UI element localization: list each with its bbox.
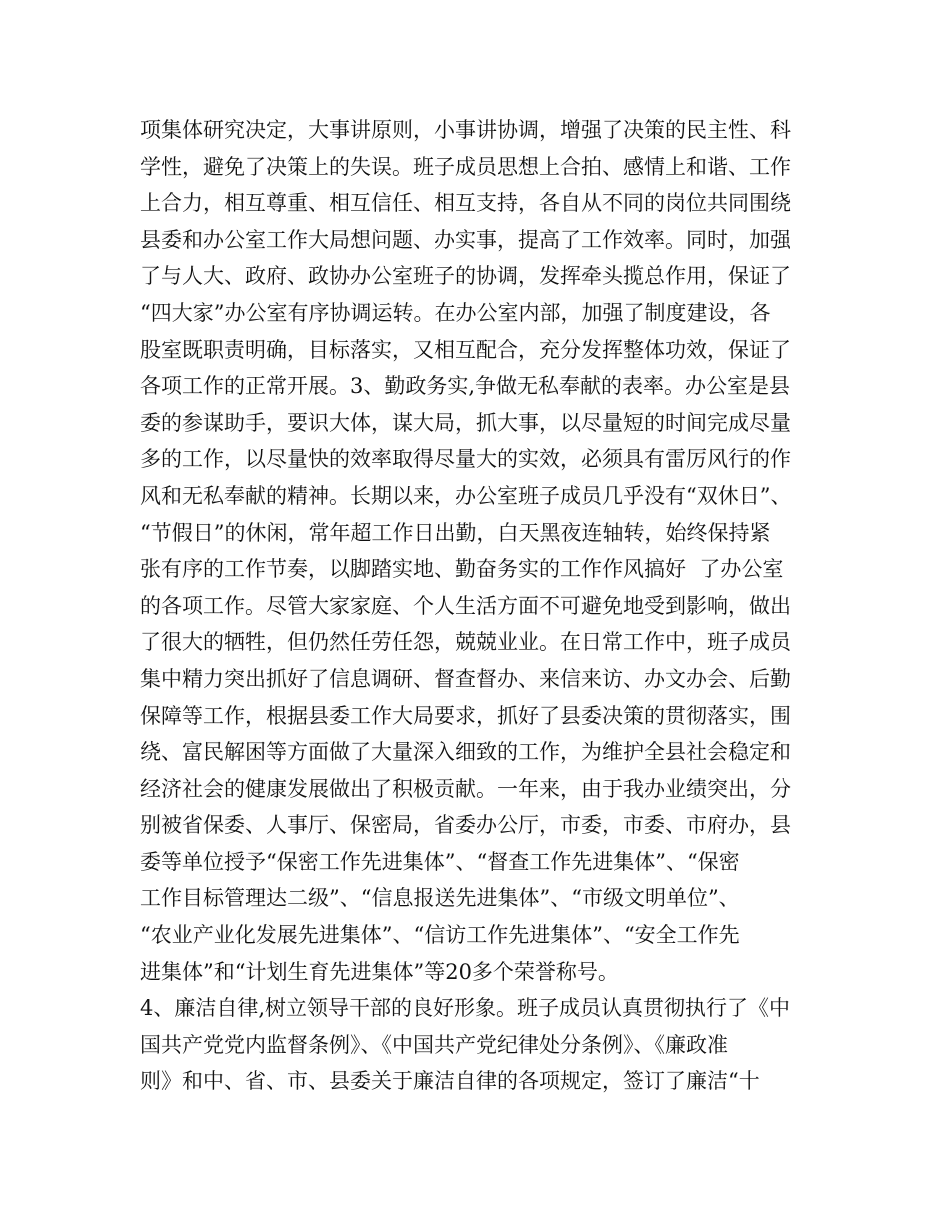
text-line: 张有序的工作节奏，以脚踏实地、勤奋务实的工作作风搞好 了办公室 (140, 557, 784, 582)
text-line: 进集体”和“计划生育先进集体”等20多个荣誉称号。 (140, 959, 619, 984)
text-line: 集中精力突出抓好了信息调研、督查督办、来信来访、办文办会、后勤 (140, 666, 791, 691)
text-line: “农业产业化发展先进集体”、“信访工作先进集体”、“安全工作先 (140, 923, 740, 948)
text-line: 委的参谋助手，要识大体，谋大局，抓大事，以尽量短的时间完成尽量 (140, 410, 791, 435)
body-text (140, 112, 840, 1100)
text-line: 国共产党党内监督条例》、《中国共产党纪律处分条例》、《廉政准 (140, 1032, 728, 1057)
text-line: 则》和中、省、市、县委关于廉洁自律的各项规定，签订了廉洁“十 (140, 1069, 760, 1094)
text-line: 委等单位授予“保密工作先进集体”、“督查工作先进集体”、“保密 (140, 849, 740, 874)
text-line: 4、廉洁自律,树立领导干部的良好形象。班子成员认真贯彻执行了《中 (140, 996, 791, 1021)
text-line: 了很大的牺牲，但仍然任劳任怨，兢兢业业。在日常工作中，班子成员 (140, 630, 791, 655)
text-line: 股室既职责明确，目标落实，又相互配合，充分发挥整体功效，保证了 (140, 337, 791, 362)
text-line: 学性，避免了决策上的失误。班子成员思想上合拍、感情上和谐、工作 (140, 154, 791, 179)
text-line: 各项工作的正常开展。3、勤政务实,争做无私奉献的表率。办公室是县 (140, 374, 791, 399)
text-line: 了与人大、政府、政协办公室班子的协调，发挥牵头揽总作用，保证了 (140, 264, 791, 289)
text-line: 保障等工作，根据县委工作大局要求，抓好了县委决策的贯彻落实，围 (140, 703, 791, 728)
text-line: 上合力，相互尊重、相互信任、相互支持，各自从不同的岗位共同围绕 (140, 191, 791, 216)
text-line: 绕、富民解困等方面做了大量深入细致的工作，为维护全县社会稳定和 (140, 740, 791, 765)
text-line: 别被省保委、人事厅、保密局，省委办公厅，市委，市委、市府办，县 (140, 813, 791, 838)
text-line: 县委和办公室工作大局想问题、办实事，提高了工作效率。同时，加强 (140, 227, 791, 252)
text-line: “节假日”的休闲，常年超工作日出勤，白天黑夜连轴转，始终保持紧 (140, 520, 771, 545)
text-line: 的各项工作。尽管大家家庭、个人生活方面不可避免地受到影响，做出 (140, 593, 791, 618)
text-line: “四大家”办公室有序协调运转。在办公室内部，加强了制度建设，各 (140, 300, 771, 325)
text-line: 风和无私奉献的精神。长期以来，办公室班子成员几乎没有“双休日”、 (140, 483, 792, 508)
text-line: 多的工作，以尽量快的效率取得尽量大的实效，必须具有雷厉风行的作 (140, 447, 791, 472)
text-line: 经济社会的健康发展做出了积极贡献。一年来，由于我办业绩突出，分 (140, 776, 791, 801)
text-line: 项集体研究决定，大事讲原则，小事讲协调，增强了决策的民主性、科 (140, 118, 791, 142)
text-line: 工作目标管理达二级”、“信息报送先进集体”、“市级文明单位”、 (140, 886, 740, 911)
